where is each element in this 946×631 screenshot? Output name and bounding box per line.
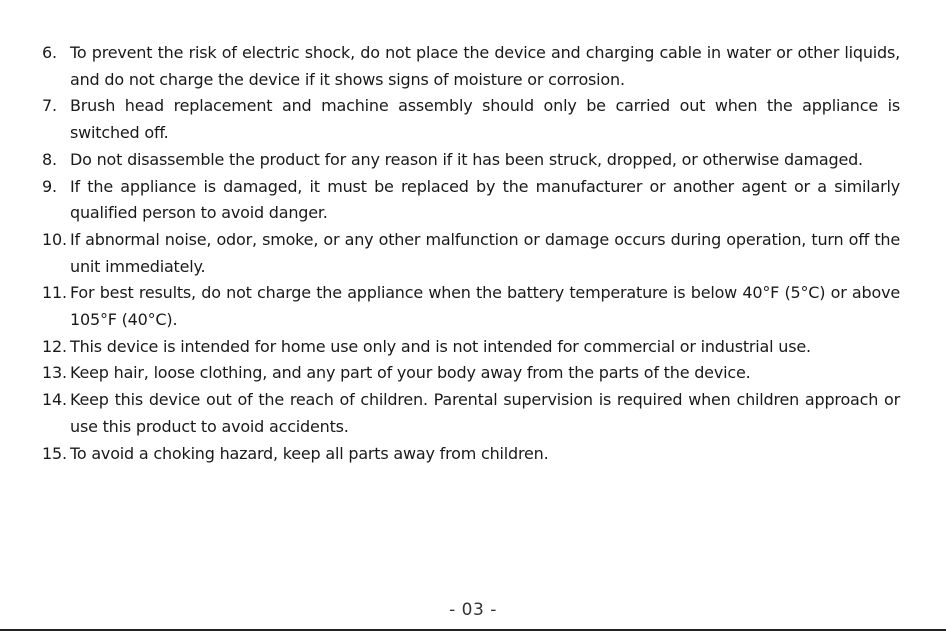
list-item [42, 280, 900, 333]
item-number: 15. [42, 443, 67, 463]
item-number: 14. [42, 390, 67, 410]
item-text: If the appliance is damaged, it must be replaced by the manufacturer or another agent or a similarly qualified person to avoid danger. [70, 176, 900, 223]
list-item [42, 93, 900, 146]
item-number: 7. [42, 96, 57, 116]
item-text: This device is intended for home use only and is not intended for commercial or industrial use. [70, 336, 811, 356]
item-text: Keep this device out of the reach of children. Parental supervision is required when children approach or use this product to avoid accidents. [70, 390, 900, 436]
list-item [42, 147, 900, 174]
safety-instructions-list [42, 40, 900, 467]
item-number: 11. [42, 283, 67, 303]
list-item [42, 360, 900, 387]
item-text: To avoid a choking hazard, keep all parts away from children. [70, 443, 549, 463]
item-number: 13. [42, 363, 67, 383]
page-number: - 03 - [449, 600, 497, 620]
list-item [42, 174, 900, 227]
item-text: Brush head replacement and machine assembly should only be carried out when the appliance is switched off. [70, 96, 900, 143]
list-item [42, 441, 900, 468]
list-item [42, 40, 900, 93]
item-text: Keep hair, loose clothing, and any part of your body away from the parts of the device. [70, 363, 751, 383]
item-text: To prevent the risk of electric shock, do not place the device and charging cable in water or other liquids, and do not charge the device if it shows signs of moisture or corrosion. [70, 43, 900, 89]
item-number: 6. [42, 43, 57, 62]
item-number: 8. [42, 149, 57, 169]
item-text: If abnormal noise, odor, smoke, or any other malfunction or damage occurs during operation, turn off the unit immediately. [70, 229, 900, 276]
item-text: Do not disassemble the product for any reason if it has been struck, dropped, or otherwise damaged. [70, 149, 863, 169]
item-number: 12. [42, 336, 67, 356]
item-number: 10. [42, 229, 67, 249]
list-item [42, 227, 900, 280]
item-number: 9. [42, 176, 57, 196]
list-item [42, 334, 900, 361]
item-text: For best results, do not charge the appliance when the battery temperature is below 40°F (5°C) or above 105°F (40°C). [70, 283, 900, 330]
list-item [42, 387, 900, 440]
